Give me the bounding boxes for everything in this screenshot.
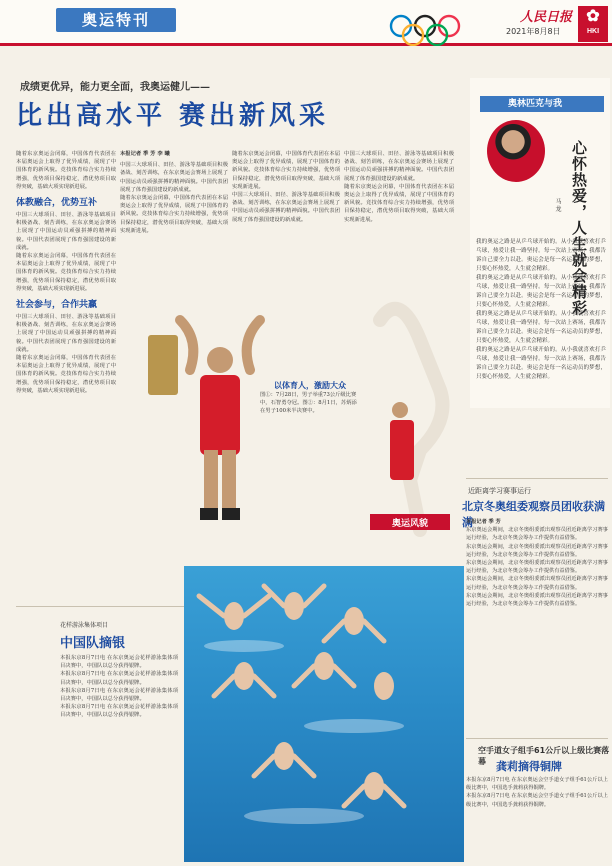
page-header — [0, 0, 612, 46]
article-para: 中国三大球项目、田径、游泳等基础项目积极备战、刻苦训练，在东京奥运会赛场上展现了中国运动员顽强拼搏的精神面貌。中国代表团展现了体育强国建设的新成就。 — [16, 212, 116, 251]
paper-name: 人民日报 — [520, 10, 573, 25]
athletes-photo — [120, 300, 460, 540]
swim-kicker: 花样游泳集体项目 — [60, 622, 109, 629]
article-kicker: 成绩更优异，能力更全面，我奥运健儿—— — [20, 82, 210, 93]
feature-para: 我的奥运之路是从乒乓球开始的。从小我就喜欢打乒乓球，热爱让我一路坚持。每一次站上赛场，我都告诉自己要全力以赴。奥运会是每一名运动员的梦想，只要心怀热爱，人生就会精彩。 — [476, 239, 606, 272]
article-para: 中国三大球项目、田径、游泳等基础项目积极备战、刻苦训练，在东京奥运会赛场上展现了中国运动员顽强拼搏的精神面貌。中国代表团展现了体育强国建设的新成就。 — [16, 314, 116, 353]
rl-para: 本报东京8月7日电 在东京奥运会空手道女子组手61公斤以上级比赛中，中国选手龚莉获得铜牌。 — [466, 777, 608, 792]
rl-para: 东京奥运会期间，北京冬奥组委派出观察员团近距离学习赛事运行经验，为北京冬奥会筹办工作提供有益借鉴。 — [466, 576, 608, 591]
article-column-left — [16, 150, 116, 600]
article-para: 随着东京奥运会闭幕，中国体育代表团在本届奥运会上取得了优异成绩，展现了中国体育的新风貌。竞技体育综合实力持续增强，优势项目保持稳定，潜优势项目取得突破，基础大项实现新进展。 — [16, 151, 116, 190]
divider — [466, 738, 608, 739]
bauhinia-icon: ✿ — [586, 8, 600, 25]
article-para: 随着东京奥运会闭幕，中国体育代表团在本届奥运会上取得了优异成绩，展现了中国体育的新风貌。竞技体育综合实力持续增强，优势项目保持稳定，潜优势项目取得突破，基础大项实现新进展。 — [16, 355, 116, 394]
rl-title-2: 龚莉摘得铜牌 — [496, 760, 562, 773]
synchronized-swimming-photo — [184, 566, 464, 862]
rl-para: 东京奥运会期间，北京冬奥组委派出观察员团近距离学习赛事运行经验，为北京冬奥会筹办工作提供有益借鉴。 — [466, 543, 608, 558]
rl-para: 东京奥运会期间，北京冬奥组委派出观察员团近距离学习赛事运行经验，为北京冬奥会筹办工作提供有益借鉴。 — [466, 527, 608, 542]
photo-caption: 图①：7月28日，男子举重73公斤级比赛中，石智勇夺冠。图②：8月1日，苏炳添在男子100米半决赛中。 — [260, 392, 357, 414]
article-column-mid1 — [120, 150, 228, 310]
subhead-1: 体教融合，优势互补 — [16, 198, 98, 209]
swim-title: 中国队摘银 — [60, 636, 126, 651]
rl-para: 东京奥运会期间，北京冬奥组委派出观察员团近距离学习赛事运行经验，为北京冬奥会筹办工作提供有益借鉴。 — [466, 592, 608, 608]
feature-para: 我的奥运之路是从乒乓球开始的。从小我就喜欢打乒乓球，热爱让我一路坚持。每一次站上赛场，我都告诉自己要全力以赴。奥运会是每一名运动员的梦想，只要心怀热爱，人生就会精彩。 — [476, 275, 606, 308]
section-tab: 奥运特刊 — [56, 8, 176, 32]
article-para: 随着东京奥运会闭幕，中国体育代表团在本届奥运会上取得了优异成绩，展现了中国体育的新风貌。竞技体育综合实力持续增强，优势项目保持稳定，潜优势项目取得突破，基础大项实现新进展。 — [120, 195, 228, 234]
article-headline: 比出高水平 赛出新风采 — [16, 101, 330, 131]
caption-label: 以体育人，激励大众 — [274, 381, 346, 390]
rl-title-1: 北京冬奥组委观察员团收获满满 — [462, 500, 605, 529]
olympic-rings-icon — [385, 14, 505, 46]
article-para: 中国三大球项目、田径、游泳等基础项目积极备战、刻苦训练，在东京奥运会赛场上展现了中国运动员顽强拼搏的精神面貌。中国代表团展现了体育强国建设的新成就。 — [344, 151, 454, 182]
weightlifter-figure — [148, 320, 260, 520]
article-byline: 本报记者 季 芳 李 曦 — [120, 151, 170, 157]
rl-kicker-1: 近距离学习赛事运行 — [468, 487, 531, 495]
rl-para: 东京奥运会期间，北京冬奥组委派出观察员团近距离学习赛事运行经验，为北京冬奥会筹办工作提供有益借鉴。 — [466, 560, 608, 575]
article-para: 中国三大球项目、田径、游泳等基础项目积极备战、刻苦训练，在东京奥运会赛场上展现了中国运动员顽强拼搏的精神面貌。中国代表团展现了体育强国建设的新成就。 — [232, 192, 340, 223]
swim-para: 本报东京8月7日电 在东京奥运会花样游泳集体项目决赛中，中国队以总分获得银牌。 — [60, 671, 178, 686]
rl-body-1 — [466, 518, 608, 738]
logo — [578, 6, 608, 42]
climber-figure — [380, 309, 443, 530]
paper-date: 2021年8月8日 — [506, 27, 561, 36]
swim-body — [60, 654, 178, 860]
feature-tab: 奥林匹克与我 — [480, 96, 604, 112]
swim-para: 本报东京8月7日电 在东京奥运会花样游泳集体项目决赛中，中国队以总分获得银牌。 — [60, 687, 178, 703]
article-column-mid2 — [232, 150, 340, 310]
feature-author: 马 龙 — [554, 198, 561, 212]
logo-text: HKI — [586, 28, 600, 35]
feature-para: 我的奥运之路是从乒乓球开始的。从小我就喜欢打乒乓球，热爱让我一路坚持。每一次站上赛场，我都告诉自己要全力以赴。奥运会是每一名运动员的梦想，只要心怀热爱，人生就会精彩。 — [476, 347, 606, 380]
article-para: 中国三大球项目、田径、游泳等基础项目积极备战、刻苦训练，在东京奥运会赛场上展现了中国运动员顽强拼搏的精神面貌。中国代表团展现了体育强国建设的新成就。 — [120, 162, 228, 193]
rl-kicker-2: 空手道女子组手61公斤以上级比赛落幕 — [478, 746, 610, 766]
rl-body-2 — [466, 776, 608, 862]
rl-byline: 本报记者 季 芳 — [466, 519, 501, 525]
feature-body — [476, 238, 606, 478]
article-column-mid3 — [344, 150, 454, 250]
feature-para: 我的奥运之路是从乒乓球开始的。从小我就喜欢打乒乓球，热爱让我一路坚持。每一次站上赛场，我都告诉自己要全力以赴。奥运会是每一名运动员的梦想，只要心怀热爱，人生就会精彩。 — [476, 311, 606, 344]
swim-para: 本报东京8月7日电 在东京奥运会花样游泳集体项目决赛中，中国队以总分获得银牌。 — [60, 655, 178, 670]
article-para: 随着东京奥运会闭幕，中国体育代表团在本届奥运会上取得了优异成绩，展现了中国体育的新风貌。竞技体育综合实力持续增强，优势项目保持稳定，潜优势项目取得突破，基础大项实现新进展。 — [344, 183, 454, 223]
article-para: 随着东京奥运会闭幕，中国体育代表团在本届奥运会上取得了优异成绩，展现了中国体育的新风貌。竞技体育综合实力持续增强，优势项目保持稳定，潜优势项目取得突破，基础大项实现新进展。 — [16, 253, 116, 292]
article-para: 随着东京奥运会闭幕，中国体育代表团在本届奥运会上取得了优异成绩，展现了中国体育的新风貌。竞技体育综合实力持续增强，优势项目保持稳定，潜优势项目取得突破，基础大项实现新进展。 — [232, 151, 340, 190]
feature-title: 心怀热爱，人生就会精彩 — [570, 140, 588, 316]
subhead-2: 社会参与，合作共赢 — [16, 300, 98, 311]
rl-para: 本报东京8月7日电 在东京奥运会空手道女子组手61公斤以上级比赛中，中国选手龚莉获得铜牌。 — [466, 793, 608, 808]
svg-text:奥运风貌: 奥运风貌 — [391, 519, 429, 529]
swim-para: 本报东京8月7日电 在东京奥运会花样游泳集体项目决赛中，中国队以总分获得银牌。 — [60, 704, 178, 719]
divider — [466, 478, 608, 479]
athlete-portrait — [487, 120, 545, 182]
